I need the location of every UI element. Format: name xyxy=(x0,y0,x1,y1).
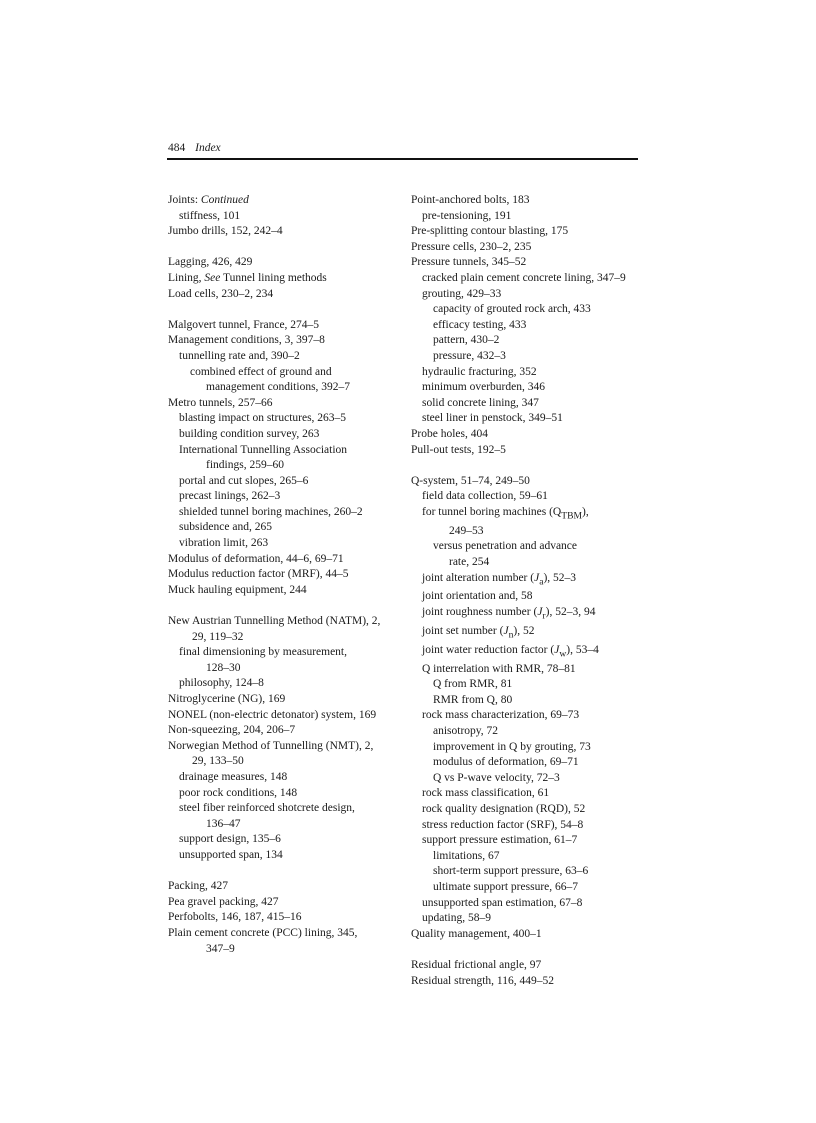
index-entry xyxy=(411,489,641,505)
index-entry xyxy=(411,474,641,490)
entry-text: joint alteration number ( xyxy=(422,571,535,584)
entry-text-tail: ), xyxy=(582,505,589,518)
entry-spacer xyxy=(168,864,398,880)
entry-subscript: n xyxy=(508,629,514,641)
entry-subscript: w xyxy=(559,648,567,660)
entry-spacer xyxy=(168,302,398,318)
index-entry xyxy=(411,271,641,287)
entry-text: Plain cement concrete (PCC) lining, 345, xyxy=(168,926,358,939)
index-entry xyxy=(411,864,641,880)
index-entry xyxy=(411,624,641,643)
entry-italic: J xyxy=(534,571,540,584)
entry-text: anisotropy, 72 xyxy=(433,725,499,738)
entry-text: limitations, 67 xyxy=(433,849,500,862)
entry-text: final dimensioning by measurement, xyxy=(179,646,347,659)
entry-text: joint set number ( xyxy=(422,624,504,637)
entry-text: pre-tensioning, 191 xyxy=(422,209,512,222)
index-entry xyxy=(411,693,641,709)
index-entry xyxy=(168,567,398,583)
entry-text: support design, 135–6 xyxy=(179,833,281,846)
entry-text: Q vs P-wave velocity, 72–3 xyxy=(433,771,560,784)
entry-text: hydraulic fracturing, 352 xyxy=(422,365,537,378)
index-entry xyxy=(411,427,641,443)
index-entry xyxy=(168,661,398,677)
entry-text: Muck hauling equipment, 244 xyxy=(168,583,307,596)
entry-text: updating, 58–9 xyxy=(422,912,491,925)
index-entry xyxy=(411,224,641,240)
entry-text: Non-squeezing, 204, 206–7 xyxy=(168,724,296,737)
entry-text: Joints: xyxy=(168,194,201,206)
index-entry xyxy=(168,723,398,739)
index-entry xyxy=(411,365,641,381)
entry-text: Quality management, 400–1 xyxy=(411,927,542,940)
index-entry xyxy=(168,443,398,459)
entry-text: steel fiber reinforced shotcrete design, xyxy=(179,802,355,815)
entry-text: 347–9 xyxy=(206,942,235,955)
index-entry xyxy=(168,458,398,474)
section-title: Index xyxy=(195,142,221,154)
entry-text-tail: ), 52–3 xyxy=(543,571,577,584)
entry-subscript: r xyxy=(542,610,546,622)
entry-text: Lining, xyxy=(168,271,205,284)
entry-text: Residual frictional angle, 97 xyxy=(411,958,542,971)
entry-text: cracked plain cement concrete lining, 347–9 xyxy=(422,271,626,284)
entry-subscript: TBM xyxy=(561,510,583,522)
index-entry xyxy=(411,896,641,912)
entry-text: capacity of grouted rock arch, 433 xyxy=(433,303,591,316)
entry-text: rock mass characterization, 69–73 xyxy=(422,709,580,722)
index-entry xyxy=(168,365,398,381)
index-entry xyxy=(168,786,398,802)
entry-text-tail: ), 52–3, 94 xyxy=(545,606,596,619)
entry-text: minimum overburden, 346 xyxy=(422,381,545,394)
entry-text: shielded tunnel boring machines, 260–2 xyxy=(179,505,363,518)
entry-text: modulus of deformation, 69–71 xyxy=(433,756,579,769)
entry-text: solid concrete lining, 347 xyxy=(422,396,539,409)
index-entry xyxy=(411,643,641,662)
entry-text: support pressure estimation, 61–7 xyxy=(422,834,578,847)
entry-text: Q interrelation with RMR, 78–81 xyxy=(422,662,576,675)
index-entry xyxy=(168,879,398,895)
entry-italic: J xyxy=(554,643,560,656)
entry-text: joint roughness number ( xyxy=(422,606,538,619)
index-entry xyxy=(411,974,641,990)
entry-text: Residual strength, 116, 449–52 xyxy=(411,974,554,987)
index-entry xyxy=(411,240,641,256)
entry-text: unsupported span estimation, 67–8 xyxy=(422,896,583,909)
index-entry xyxy=(411,708,641,724)
entry-text: 128–30 xyxy=(206,661,241,674)
index-entry xyxy=(168,427,398,443)
index-entry xyxy=(168,489,398,505)
entry-text: ultimate support pressure, 66–7 xyxy=(433,881,579,894)
index-entry xyxy=(168,676,398,692)
entry-text: Metro tunnels, 257–66 xyxy=(168,396,273,409)
index-entry xyxy=(168,287,398,303)
index-entry xyxy=(168,520,398,536)
index-entry xyxy=(411,662,641,678)
entry-text: grouting, 429–33 xyxy=(422,287,502,300)
index-entry xyxy=(168,614,398,630)
index-entry xyxy=(411,333,641,349)
index-entry xyxy=(168,193,398,209)
index-entry xyxy=(411,571,641,590)
entry-text: pattern, 430–2 xyxy=(433,334,500,347)
entry-text: short-term support pressure, 63–6 xyxy=(433,865,589,878)
index-entry xyxy=(411,849,641,865)
index-entry xyxy=(411,818,641,834)
entry-text: 249–53 xyxy=(449,524,484,537)
index-entry xyxy=(168,754,398,770)
index-entry xyxy=(411,287,641,303)
index-column-right xyxy=(411,193,641,989)
index-entry xyxy=(168,474,398,490)
entry-text: Jumbo drills, 152, 242–4 xyxy=(168,225,283,238)
entry-text: Modulus reduction factor (MRF), 44–5 xyxy=(168,568,349,581)
entry-text: Pea gravel packing, 427 xyxy=(168,895,279,908)
entry-text: stress reduction factor (SRF), 54–8 xyxy=(422,818,584,831)
index-entry xyxy=(411,349,641,365)
entry-text: philosophy, 124–8 xyxy=(179,677,264,690)
entry-text: Packing, 427 xyxy=(168,880,229,893)
entry-text: Management conditions, 3, 397–8 xyxy=(168,334,325,347)
index-entry xyxy=(168,630,398,646)
entry-text: Norwegian Method of Tunnelling (NMT), 2, xyxy=(168,739,374,752)
entry-text: building condition survey, 263 xyxy=(179,427,320,440)
index-entry xyxy=(168,848,398,864)
entry-text: stiffness, 101 xyxy=(179,209,241,222)
index-entry xyxy=(411,724,641,740)
index-entry xyxy=(411,771,641,787)
index-entry xyxy=(411,411,641,427)
index-entry xyxy=(411,833,641,849)
entry-text-tail: ), 52 xyxy=(513,624,535,637)
entry-text: versus penetration and advance xyxy=(433,540,578,553)
index-entry xyxy=(168,895,398,911)
index-entry xyxy=(168,692,398,708)
entry-italic: J xyxy=(503,624,509,637)
entry-text: 29, 133–50 xyxy=(192,755,244,768)
index-entry xyxy=(168,910,398,926)
entry-text: combined effect of ground and xyxy=(190,365,332,378)
index-entry xyxy=(168,942,398,958)
index-entry xyxy=(411,958,641,974)
entry-italic: Continued xyxy=(200,194,249,206)
entry-text: Pressure tunnels, 345–52 xyxy=(411,256,527,269)
index-entry xyxy=(168,396,398,412)
entry-text: tunnelling rate and, 390–2 xyxy=(179,349,300,362)
index-entry xyxy=(411,380,641,396)
index-entry xyxy=(168,505,398,521)
index-entry xyxy=(411,318,641,334)
entry-text: efficacy testing, 433 xyxy=(433,318,527,331)
index-entry xyxy=(411,539,641,555)
entry-text: Lagging, 426, 429 xyxy=(168,256,253,269)
entry-subscript: a xyxy=(539,575,544,587)
entry-text: steel liner in penstock, 349–51 xyxy=(422,412,563,425)
index-entry xyxy=(168,552,398,568)
entry-text: Nitroglycerine (NG), 169 xyxy=(168,693,286,705)
entry-text: management conditions, 392–7 xyxy=(206,381,351,394)
entry-text: 136–47 xyxy=(206,817,241,830)
index-entry xyxy=(168,224,398,240)
entry-spacer xyxy=(168,240,398,256)
entry-text: vibration limit, 263 xyxy=(179,537,269,550)
entry-spacer xyxy=(411,458,641,474)
index-entry xyxy=(411,740,641,756)
index-entry xyxy=(411,524,641,540)
entry-text: RMR from Q, 80 xyxy=(433,693,513,706)
entry-text: rate, 254 xyxy=(449,555,490,568)
index-entry xyxy=(168,333,398,349)
index-entry xyxy=(168,832,398,848)
entry-text: Pre-splitting contour blasting, 175 xyxy=(411,225,569,238)
entry-text: Load cells, 230–2, 234 xyxy=(168,287,274,300)
entry-spacer xyxy=(168,598,398,614)
entry-italic: See xyxy=(204,271,221,284)
index-entry xyxy=(411,880,641,896)
running-header xyxy=(168,141,221,155)
index-entry xyxy=(168,645,398,661)
entry-text-tail: ), 53–4 xyxy=(566,643,599,656)
entry-text: International Tunnelling Association xyxy=(179,443,348,456)
entry-spacer xyxy=(411,942,641,958)
index-entry xyxy=(168,349,398,365)
entry-text: unsupported span, 134 xyxy=(179,848,283,861)
index-entry xyxy=(411,209,641,225)
entry-text: Pull-out tests, 192–5 xyxy=(411,443,506,456)
index-entry xyxy=(168,801,398,817)
index-entry xyxy=(411,255,641,271)
index-entry xyxy=(411,677,641,693)
index-entry xyxy=(411,755,641,771)
index-entry xyxy=(168,817,398,833)
index-entry xyxy=(411,555,641,571)
entry-text: field data collection, 59–61 xyxy=(422,490,548,503)
index-entry xyxy=(168,411,398,427)
entry-text: rock quality designation (RQD), 52 xyxy=(422,803,586,816)
index-entry xyxy=(411,193,641,209)
entry-text: improvement in Q by grouting, 73 xyxy=(433,740,591,753)
entry-text: poor rock conditions, 148 xyxy=(179,786,298,799)
index-entry xyxy=(411,927,641,943)
index-entry xyxy=(411,786,641,802)
index-entry xyxy=(168,708,398,724)
index-entry xyxy=(168,255,398,271)
entry-text: rock mass classification, 61 xyxy=(422,787,550,800)
index-entry xyxy=(411,396,641,412)
index-entry xyxy=(168,380,398,396)
entry-text: joint water reduction factor ( xyxy=(422,643,555,656)
entry-text: 29, 119–32 xyxy=(192,630,244,643)
entry-text: Modulus of deformation, 44–6, 69–71 xyxy=(168,552,344,565)
entry-text: precast linings, 262–3 xyxy=(179,490,281,503)
entry-text: for tunnel boring machines (Q xyxy=(422,505,562,518)
index-entry xyxy=(411,302,641,318)
header-rule xyxy=(167,158,638,160)
entry-text: pressure, 432–3 xyxy=(433,349,506,362)
entry-text: findings, 259–60 xyxy=(206,459,284,472)
entry-text: subsidence and, 265 xyxy=(179,521,272,534)
entry-text: blasting impact on structures, 263–5 xyxy=(179,412,347,425)
index-entry xyxy=(168,926,398,942)
entry-text: NONEL (non-electric detonator) system, 169 xyxy=(168,708,377,721)
entry-text: portal and cut slopes, 265–6 xyxy=(179,474,309,487)
entry-text: Pressure cells, 230–2, 235 xyxy=(411,240,532,253)
index-entry xyxy=(168,770,398,786)
entry-text: joint orientation and, 58 xyxy=(422,590,533,603)
index-entry xyxy=(411,589,641,605)
index-entry xyxy=(411,443,641,459)
entry-italic: J xyxy=(537,606,543,619)
entry-text: New Austrian Tunnelling Method (NATM), 2, xyxy=(168,615,381,628)
entry-text: Point-anchored bolts, 183 xyxy=(411,194,530,206)
entry-text: Q from RMR, 81 xyxy=(433,678,513,691)
index-entry xyxy=(411,605,641,624)
entry-text: Perfobolts, 146, 187, 415–16 xyxy=(168,911,302,924)
index-entry xyxy=(168,583,398,599)
index-entry xyxy=(168,318,398,334)
page-number: 484 xyxy=(168,142,186,154)
index-column-left xyxy=(168,193,398,957)
index-entry xyxy=(168,536,398,552)
entry-text-tail: Tunnel lining methods xyxy=(220,271,327,284)
index-entry xyxy=(411,505,641,524)
entry-text: Q-system, 51–74, 249–50 xyxy=(411,474,530,487)
index-entry xyxy=(168,209,398,225)
index-entry xyxy=(168,271,398,287)
index-entry xyxy=(168,739,398,755)
index-entry xyxy=(411,911,641,927)
index-entry xyxy=(411,802,641,818)
entry-text: Probe holes, 404 xyxy=(411,427,488,440)
entry-text: Malgovert tunnel, France, 274–5 xyxy=(168,318,320,331)
entry-text: drainage measures, 148 xyxy=(179,770,288,783)
